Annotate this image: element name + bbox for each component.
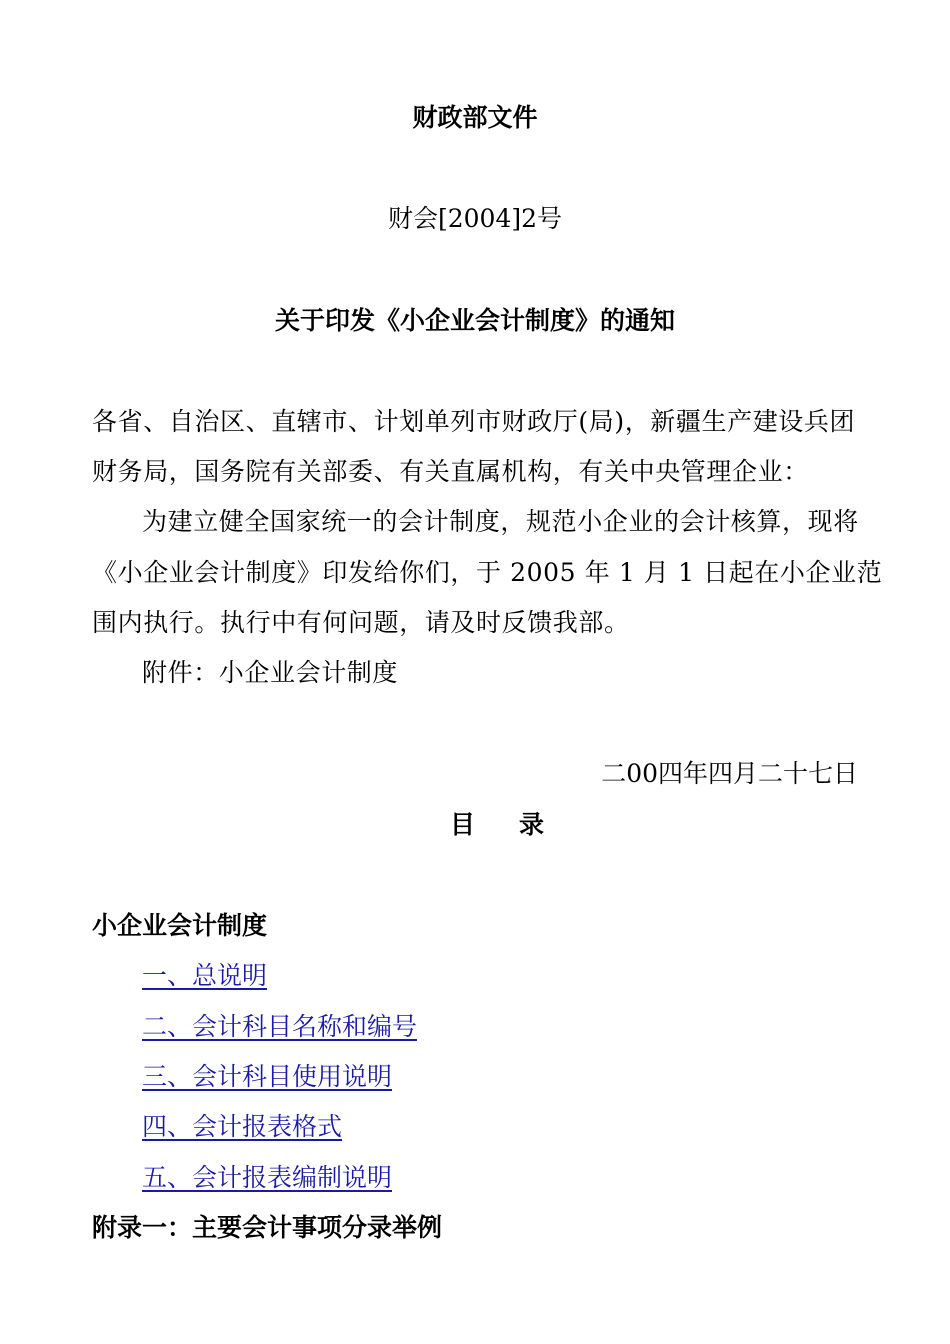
addressee-line-2: 财务局，国务院有关部委、有关直属机构，有关中央管理企业： [92, 457, 809, 486]
toc-link-account-names[interactable]: 二、会计科目名称和编号 [142, 1012, 418, 1041]
toc-title: 目录 [449, 810, 588, 839]
org-title: 财政部文件 [412, 103, 538, 132]
body-paragraph-line-3: 围内执行。执行中有何问题，请及时反馈我部。 [92, 608, 630, 637]
body-paragraph-line-1: 为建立健全国家统一的会计制度，规范小企业的会计核算，现将 [142, 507, 859, 536]
toc-link-report-formats[interactable]: 四、会计报表格式 [142, 1112, 343, 1141]
body-paragraph-line-2: 《小企业会计制度》印发给你们，于 2005 年 1 月 1 日起在小企业范 [92, 558, 883, 587]
notice-title: 关于印发《小企业会计制度》的通知 [274, 306, 675, 335]
document-date: 二00四年四月二十七日 [601, 759, 858, 788]
toc-link-general-description[interactable]: 一、总说明 [142, 961, 268, 990]
addressee-line-1: 各省、自治区、直辖市、计划单列市财政厅(局)，新疆生产建设兵团 [92, 407, 856, 436]
document-number: 财会[2004]2号 [387, 204, 563, 233]
toc-section-title: 小企业会计制度 [92, 911, 268, 940]
attachment-line: 附件：小企业会计制度 [142, 658, 399, 687]
toc-link-report-preparation[interactable]: 五、会计报表编制说明 [142, 1163, 393, 1192]
toc-link-account-usage[interactable]: 三、会计科目使用说明 [142, 1062, 393, 1091]
toc-appendix-1: 附录一：主要会计事项分录举例 [92, 1213, 443, 1242]
